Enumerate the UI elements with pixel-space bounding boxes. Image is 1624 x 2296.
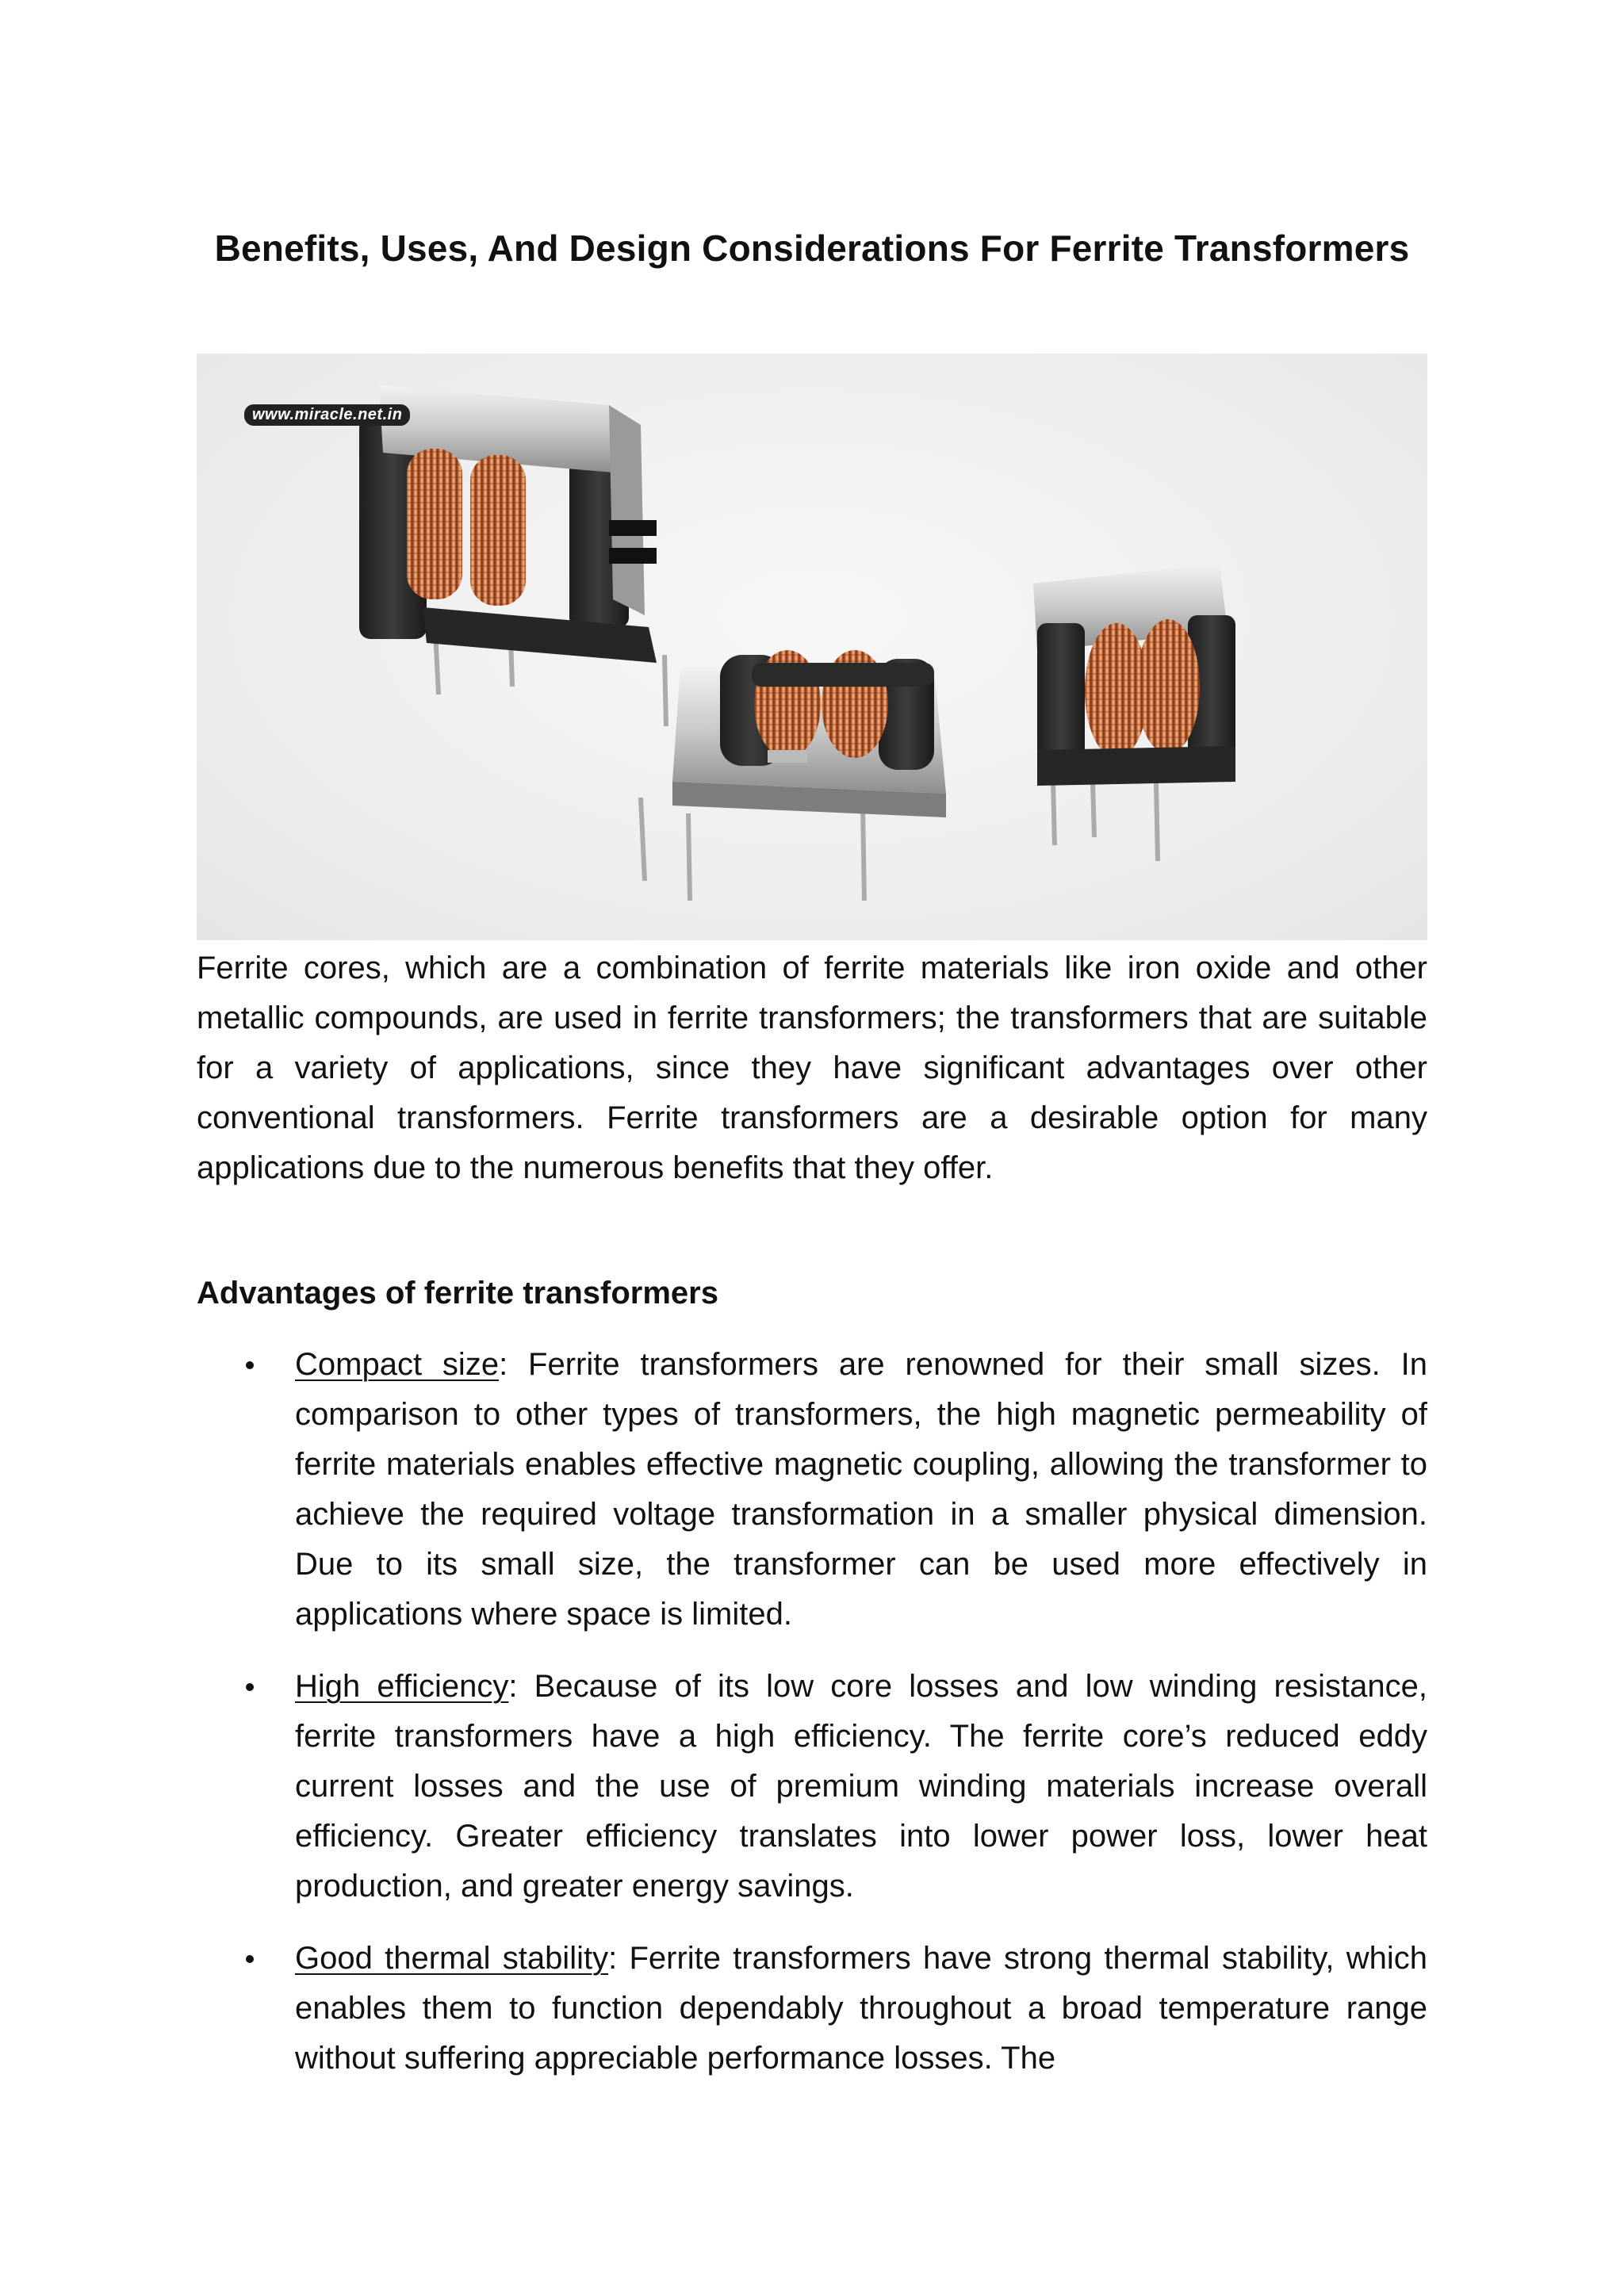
- advantages-heading: Advantages of ferrite transformers: [197, 1276, 718, 1311]
- image-watermark: www.miracle.net.in: [244, 404, 410, 426]
- advantage-term: Good thermal stability: [295, 1941, 609, 1976]
- advantage-term: High efficiency: [295, 1669, 509, 1704]
- bullet-icon: [246, 1361, 254, 1369]
- page-title: Benefits, Uses, And Design Considerations For Ferrite Transformers: [214, 227, 1410, 269]
- hero-image: [197, 354, 1427, 940]
- list-item: [197, 1662, 1427, 1911]
- transformer-middle: [641, 650, 946, 901]
- list-item: [197, 1934, 1427, 2084]
- bullet-icon: [246, 1683, 254, 1691]
- advantages-list: [197, 1340, 1427, 2106]
- intro-paragraph: Ferrite cores, which are a combination of ferrite materials like iron oxide and other metallic compounds, are used in ferrite transformers; the transformers that are suitable for a variety of applications, since they have significant advantages over other conventional transformers. Ferrite transformers are a desirable option for many applications due to the numerous benefits that they offer.: [197, 951, 1427, 1185]
- transformer-right: [1033, 564, 1235, 861]
- list-item: [197, 1340, 1427, 1640]
- ferrite-transformers-illustration: [197, 354, 1427, 940]
- advantage-description: : Because of its low core losses and low winding resistance, ferrite transformers have a high efficiency. The ferrite core’s reduced eddy current losses and the use of premium winding materials increase overall efficiency. Greater efficiency translates into lower power loss, lower heat production, and greater energy savings.: [295, 1669, 1427, 1904]
- advantage-description: : Ferrite transformers are renowned for their small sizes. In comparison to other types of transformers, the high magnetic permeability of ferrite materials enables effective magnetic coupling, allowing the transformer to achieve the required voltage transformation in a smaller physical dimension. Due to its small size, the transformer can be used more effectively in applications where space is limited.: [295, 1347, 1427, 1632]
- bullet-icon: [246, 1955, 254, 1963]
- advantage-description: : Ferrite transformers have strong thermal stability, which enables them to function dependably throughout a broad temperature range without suffering appreciable performance losses. The: [295, 1941, 1427, 2076]
- transformer-left: [359, 385, 666, 726]
- advantage-term: Compact size: [295, 1347, 500, 1382]
